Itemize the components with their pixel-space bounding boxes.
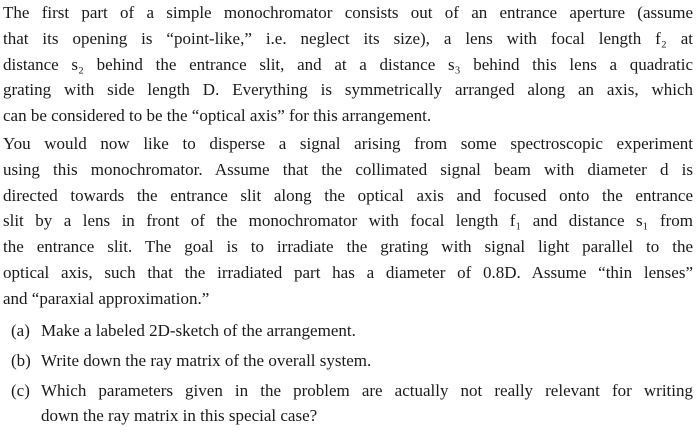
question-text: Make a labeled 2D-sketch of the arrangement. bbox=[41, 321, 356, 340]
text-line: the entrance slit. The goal is to irradiate the grating with signal light parallel to the bbox=[3, 237, 693, 257]
text-line: grating with side length D. Everything is symmetrically arranged along an axis, which bbox=[3, 80, 693, 100]
text-line: directed towards the entrance slit along the optical axis and focused onto the entrance bbox=[3, 185, 693, 205]
question-text bbox=[41, 378, 693, 430]
question-text: Write down the ray matrix of the overall system. bbox=[41, 350, 372, 370]
text-line: The first part of a simple monochromator consists out of an entrance aperture (assume bbox=[3, 3, 693, 22]
text-line: and “paraxial approximation.” bbox=[3, 288, 210, 308]
text-line: can be considered to be the “optical axis” for this arrangement. bbox=[3, 106, 432, 126]
question-item-b bbox=[11, 348, 693, 374]
text-line: using this monochromator. Assume that the collimated signal beam with diameter d is bbox=[3, 159, 693, 179]
question-label: (a) bbox=[11, 321, 30, 340]
question-item-a bbox=[11, 318, 693, 344]
question-item-c bbox=[11, 378, 693, 430]
text-line: down the ray matrix in this special case? bbox=[41, 406, 318, 426]
question-label: (b) bbox=[11, 350, 31, 370]
paragraph-setup bbox=[3, 0, 693, 129]
paragraph-task bbox=[3, 131, 693, 312]
text-line: You would now like to disperse a signal arising from some spectroscopic experiment bbox=[3, 134, 693, 153]
question-label: (c) bbox=[11, 380, 30, 400]
text-line: optical axis, such that the irradiated part has a diameter of 0.8D. Assume “thin lenses” bbox=[3, 262, 693, 282]
question-list bbox=[11, 318, 693, 433]
text-line: that its opening is “point-like,” i.e. neglect its size), a lens with focal length f₂ at bbox=[3, 28, 693, 48]
text-line: Which parameters given in the problem are actually not really relevant for writing bbox=[41, 380, 693, 400]
text-line: slit by a lens in front of the monochromator with focal length f₁ and distance s₁ from bbox=[3, 211, 693, 231]
text-line: distance s₂ behind the entrance slit, and at a distance s₃ behind this lens a quadratic bbox=[3, 54, 693, 74]
